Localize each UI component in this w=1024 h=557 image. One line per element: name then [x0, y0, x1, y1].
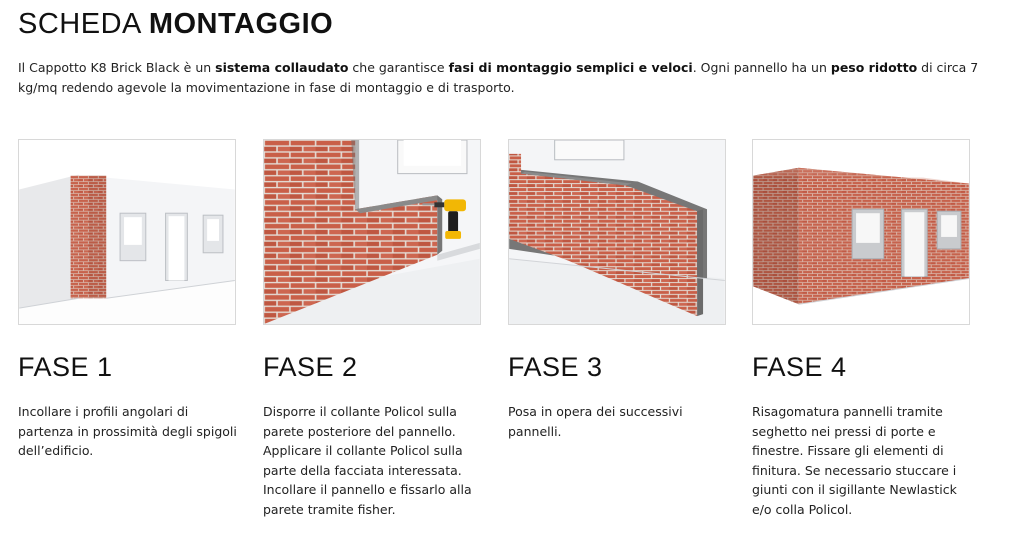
phase-1-title: FASE 1 [18, 352, 113, 382]
phase-2-title: FASE 2 [263, 352, 358, 382]
phase-3-description: Posa in opera dei successivi pannelli. [508, 404, 683, 439]
building-corner-icon [19, 140, 235, 324]
brick-panels-icon [509, 140, 725, 324]
title-light: SCHEDA [18, 8, 141, 40]
illustration-phase-3 [508, 139, 726, 325]
intro-bold: fasi di montaggio semplici e veloci [448, 60, 693, 75]
intro-text: . Ogni pannello ha un [692, 60, 831, 75]
intro-paragraph [18, 58, 1008, 98]
illustration-phase-4 [752, 139, 970, 325]
phase-3-title: FASE 3 [508, 352, 603, 382]
illustration-phase-2 [263, 139, 481, 325]
intro-text: di circa 7 kg/mq redendo agevole la movimentazione in fase di montaggio e di trasporto. [18, 60, 979, 95]
brick-drill-icon [264, 140, 480, 324]
intro-bold: peso ridotto [830, 60, 918, 75]
intro-text: che garantisce [348, 60, 449, 75]
intro-bold: sistema collaudato [215, 60, 349, 75]
phase-4-description: Risagomatura pannelli tramite seghetto nei pressi di porte e finestre. Fissare gli elementi di finitura. Se necessario stuccare i giunti con il sigillante Newlastick e/o colla Policol. [752, 404, 957, 517]
phase-4-title: FASE 4 [752, 352, 847, 382]
phase-2-description: Disporre il collante Policol sulla parete posteriore del pannello. Applicare il collante Policol sulla parte della facciata interessata. Incollare il pannello e fissarlo alla parete tramite fisher. [263, 404, 472, 517]
intro-text: Il Cappotto K8 Brick Black è un [18, 60, 216, 75]
title-bold: MONTAGGIO [148, 8, 334, 40]
brick-building-icon [753, 140, 969, 324]
illustration-phase-1 [18, 139, 236, 325]
phase-1-description: Incollare i profili angolari di partenza in prossimità degli spigoli dell’edificio. [18, 404, 237, 458]
page-title [18, 8, 333, 41]
